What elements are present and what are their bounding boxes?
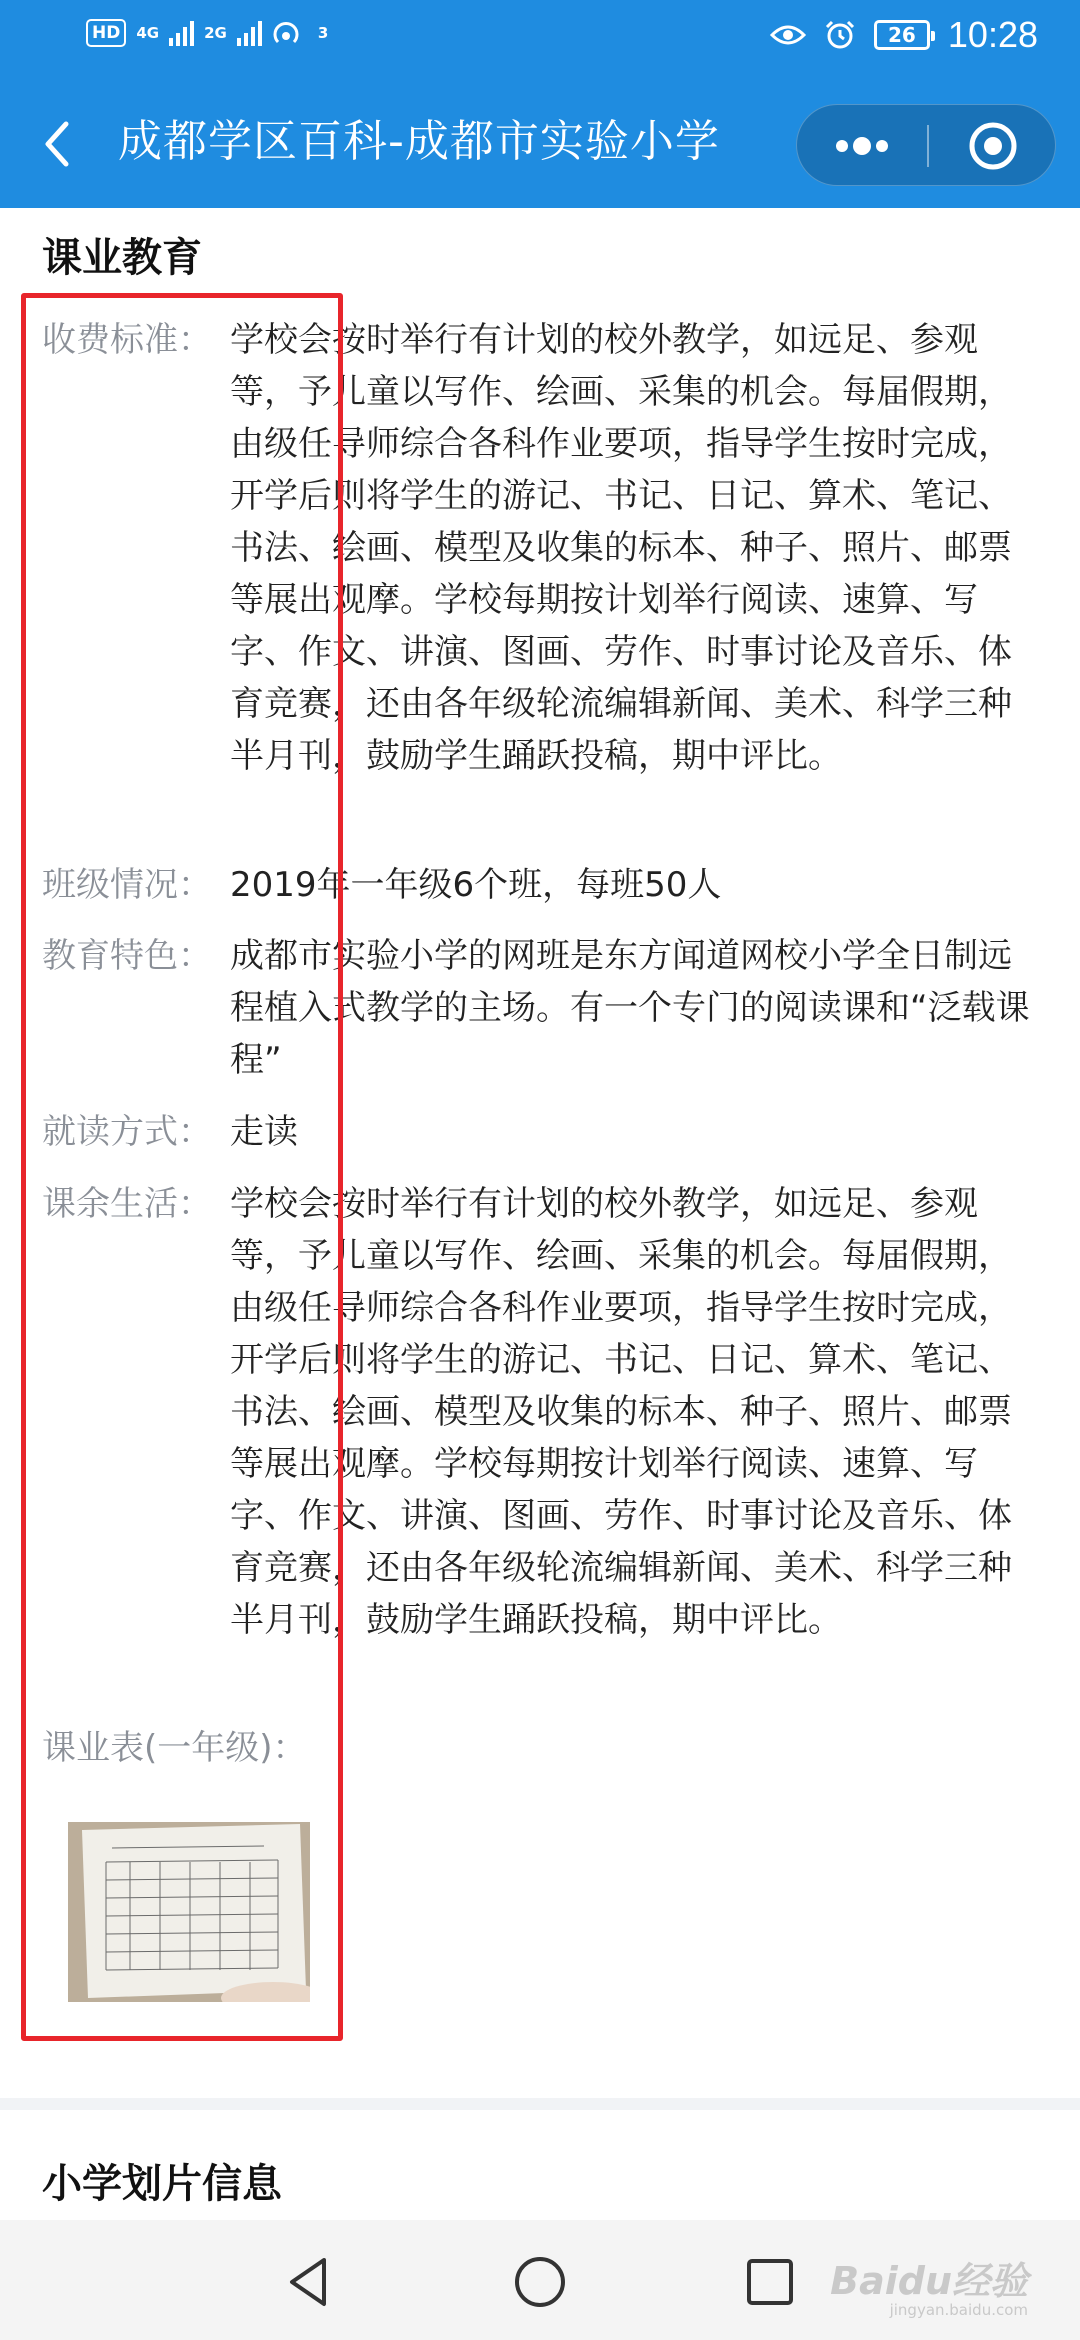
- alarm-icon: [824, 19, 856, 51]
- row-label: 收费标准：: [42, 320, 212, 360]
- row-value: 学校会按时举行有计划的校外教学，如远足、参观等，予儿童以写作、绘画、采集的机会。每届假期，由级任导师综合各科作业要项，指导学生按时完成，开学后则将学生的游记、书记、日记、算术、笔记、书法、绘画、模型及收集的标本、种子、照片、邮票等展出观摩。学校每期按计划举行阅读、速算、写字、作文、讲演、图画、劳作、时事讨论及音乐、体育竞赛，还由各年级轮流编辑新闻、美术、科学三种半月刊，鼓励学生踊跃投稿，期中评比。: [230, 320, 1012, 776]
- section-title: 课业教育: [42, 235, 202, 281]
- recents-square-icon[interactable]: [740, 2252, 800, 2312]
- nav-bar: [0, 80, 1080, 208]
- baidu-watermark: [830, 2250, 1028, 2319]
- row-label: 教育特色：: [42, 936, 212, 976]
- back-arrow-icon[interactable]: [36, 118, 80, 170]
- schedule-thumbnail[interactable]: [68, 1822, 310, 2002]
- content-card: [0, 208, 1080, 2098]
- info-row-after-school: [42, 1178, 1042, 1646]
- row-label: 班级情况：: [42, 865, 212, 905]
- watermark-brand: Baidu经验: [830, 2259, 1028, 2303]
- info-row-class: [42, 859, 1042, 911]
- info-row-study-mode: [42, 1106, 1042, 1158]
- signal-icon: [169, 20, 194, 46]
- signal-icon-2: [237, 20, 262, 46]
- info-row-feature: [42, 930, 1042, 1086]
- status-right: [770, 14, 1038, 56]
- header: [0, 0, 1080, 208]
- hotspot-count: 3: [317, 24, 329, 42]
- more-dots-icon: [797, 105, 927, 187]
- status-left: [86, 18, 328, 48]
- close-target-icon: [929, 105, 1057, 187]
- status-time: 10:28: [947, 14, 1038, 55]
- network-type-2: 2G: [204, 24, 227, 42]
- row-value: 走读: [230, 1112, 298, 1152]
- info-row-fee: [42, 314, 1042, 782]
- close-button[interactable]: [929, 105, 1057, 187]
- back-triangle-icon[interactable]: [280, 2252, 340, 2312]
- network-type-1: 4G: [136, 24, 160, 42]
- home-circle-icon[interactable]: [510, 2252, 570, 2312]
- hotspot-icon: [272, 18, 308, 48]
- watermark-url: jingyan.baidu.com: [889, 2301, 1028, 2319]
- system-nav-bar: [0, 2220, 1080, 2340]
- page-title: 成都学区百科-成都市实验小学: [118, 116, 720, 167]
- row-value: 成都市实验小学的网班是东方闻道网校小学全日制远程植入式教学的主场。有一个专门的阅读课和“泛载课程”: [230, 936, 1030, 1080]
- row-value: 学校会按时举行有计划的校外教学，如远足、参观等，予儿童以写作、绘画、采集的机会。每届假期，由级任导师综合各科作业要项，指导学生按时完成，开学后则将学生的游记、书记、日记、算术、笔记、书法、绘画、模型及收集的标本、种子、照片、邮票等展出观摩。学校每期按计划举行阅读、速算、写字、作文、讲演、图画、劳作、时事讨论及音乐、体育竞赛，还由各年级轮流编辑新闻、美术、科学三种半月刊，鼓励学生踊跃投稿，期中评比。: [230, 1184, 1012, 1640]
- status-bar: [0, 0, 1080, 80]
- row-label: 就读方式：: [42, 1112, 212, 1152]
- schedule-label: 课业表(一年级)：: [42, 1728, 307, 1768]
- mini-program-capsule: [796, 104, 1056, 186]
- schedule-photo-image: [68, 1822, 310, 2002]
- row-value: 2019年一年级6个班，每班50人: [230, 865, 722, 905]
- row-label: 课余生活：: [42, 1184, 212, 1224]
- more-button[interactable]: [797, 105, 927, 187]
- eye-icon: [770, 22, 806, 48]
- section2-title: 小学划片信息: [42, 2161, 282, 2207]
- hd-badge: HD: [86, 19, 126, 47]
- battery-icon: 26: [874, 20, 930, 50]
